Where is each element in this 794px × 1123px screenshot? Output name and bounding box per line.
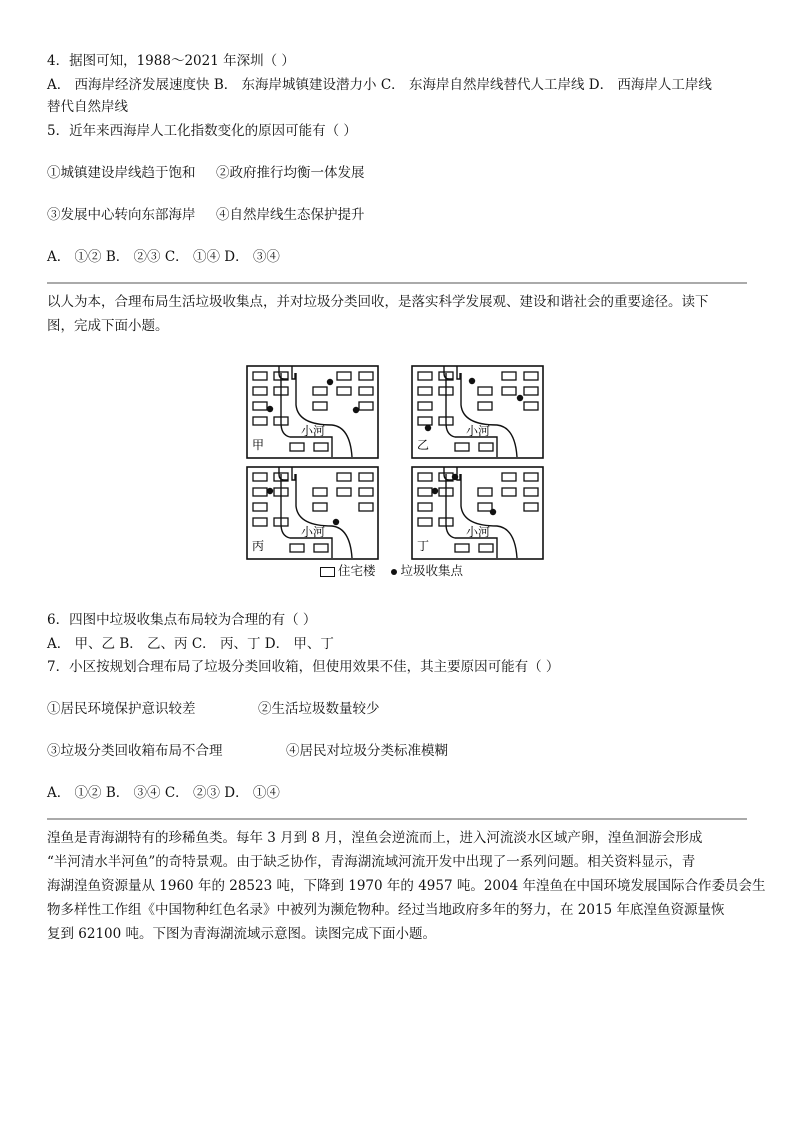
garbage-layout-diagram [246, 365, 548, 583]
intro2-line1: 以人为本，合理布局生活垃圾收集点，并对垃圾分类回收，是落实科学发展观、建设和谐社会的重要途径。读下 [47, 294, 709, 310]
collection-point [353, 407, 359, 413]
collection-point [452, 474, 458, 480]
collection-point-legend-icon [391, 569, 397, 575]
q5-options: A． ①② B． ②③ C． ①④ D． ③④ [47, 249, 280, 265]
q5-item3: ③发展中心转向东部海岸 [47, 207, 196, 223]
q7-item2: ②生活垃圾数量较少 [258, 701, 380, 717]
q6-stem: 6．四图中垃圾收集点布局较为合理的有（ ） [47, 612, 317, 628]
q7-item4: ④居民对垃圾分类标准模糊 [286, 743, 448, 759]
q6-options: A． 甲、乙 B． 乙、丙 C． 丙、丁 D． 甲、丁 [47, 636, 334, 652]
panel-jia [247, 366, 378, 458]
figure-legend [320, 561, 463, 579]
panel-jia-river-label: 小河 [301, 424, 326, 438]
collection-point [327, 379, 333, 385]
collection-point [490, 509, 496, 515]
panel-bing-river-label: 小河 [301, 525, 326, 539]
legend-point-label: 垃圾收集点 [400, 563, 463, 578]
q5-stem: 5．近年来西海岸人工化指数变化的原因可能有（ ） [47, 123, 357, 139]
panel-ding-river-label: 小河 [466, 525, 491, 539]
panel-bing [247, 467, 378, 559]
q7-stem: 7．小区按规划合理布局了垃圾分类回收箱，但使用效果不佳，其主要原因可能有（ ） [47, 659, 560, 675]
panel-jia-label: 甲 [252, 438, 265, 452]
panel-yi [412, 366, 543, 458]
collection-point [517, 395, 523, 401]
panel-yi-river-label: 小河 [466, 424, 491, 438]
q4-options-line1: A． 西海岸经济发展速度快 B． 东海岸城镇建设潜力小 C． 东海岸自然岸线替代人工岸线 D． 西海岸人工岸线 [47, 77, 712, 93]
q4-stem: 4．据图可知，1988～2021 年深圳（ ） [47, 53, 295, 69]
panel-ding [412, 467, 543, 559]
collection-point [469, 378, 475, 384]
collection-point [425, 425, 431, 431]
intro2-line2: 图，完成下面小题。 [47, 318, 169, 334]
collection-point [267, 488, 273, 494]
panel-ding-label: 丁 [417, 539, 430, 553]
section-divider-1 [47, 282, 747, 284]
intro3-line1: 湟鱼是青海湖特有的珍稀鱼类。每年 3 月到 8 月，湟鱼会逆流而上，进入河流淡水区域产卵，湟鱼洄游会形成 [47, 830, 703, 846]
legend-building-label: 住宅楼 [338, 563, 376, 578]
intro3-line2: “半河清水半河鱼”的奇特景观。由于缺乏协作，青海湖流域河流开发中出现了一系列问题。相关资料显示，青 [47, 854, 696, 870]
intro3-line4: 物多样性工作组《中国物种红色名录》中被列为濒危物种。经过当地政府多年的努力，在 2015 年底湟鱼资源量恢 [47, 902, 725, 918]
q4-options-line2: 替代自然岸线 [47, 99, 128, 115]
collection-point [267, 406, 273, 412]
intro3-line3: 海湖湟鱼资源量从 1960 年的 28523 吨，下降到 1970 年的 4957 吨。2004 年湟鱼在中国环境发展国际合作委员会生 [47, 878, 766, 894]
garbage-layout-figure [246, 365, 548, 587]
building-legend-icon [320, 567, 335, 577]
section-divider-2 [47, 818, 747, 820]
collection-point [333, 519, 339, 525]
intro-naked-carp [47, 826, 766, 946]
q5-item4: ④自然岸线生态保护提升 [216, 207, 365, 223]
q7-options: A． ①② B． ③④ C． ②③ D． ①④ [47, 785, 280, 801]
intro3-line5: 复到 62100 吨。下图为青海湖流域示意图。读图完成下面小题。 [47, 926, 437, 942]
intro-garbage-points [47, 290, 747, 338]
q7-item1: ①居民环境保护意识较差 [47, 701, 196, 717]
q7-item3: ③垃圾分类回收箱布局不合理 [47, 743, 223, 759]
q5-item1: ①城镇建设岸线趋于饱和 [47, 165, 196, 181]
q5-item2: ②政府推行均衡一体发展 [216, 165, 365, 181]
panel-bing-label: 丙 [252, 539, 265, 553]
panel-yi-label: 乙 [417, 438, 430, 452]
collection-point [432, 488, 438, 494]
